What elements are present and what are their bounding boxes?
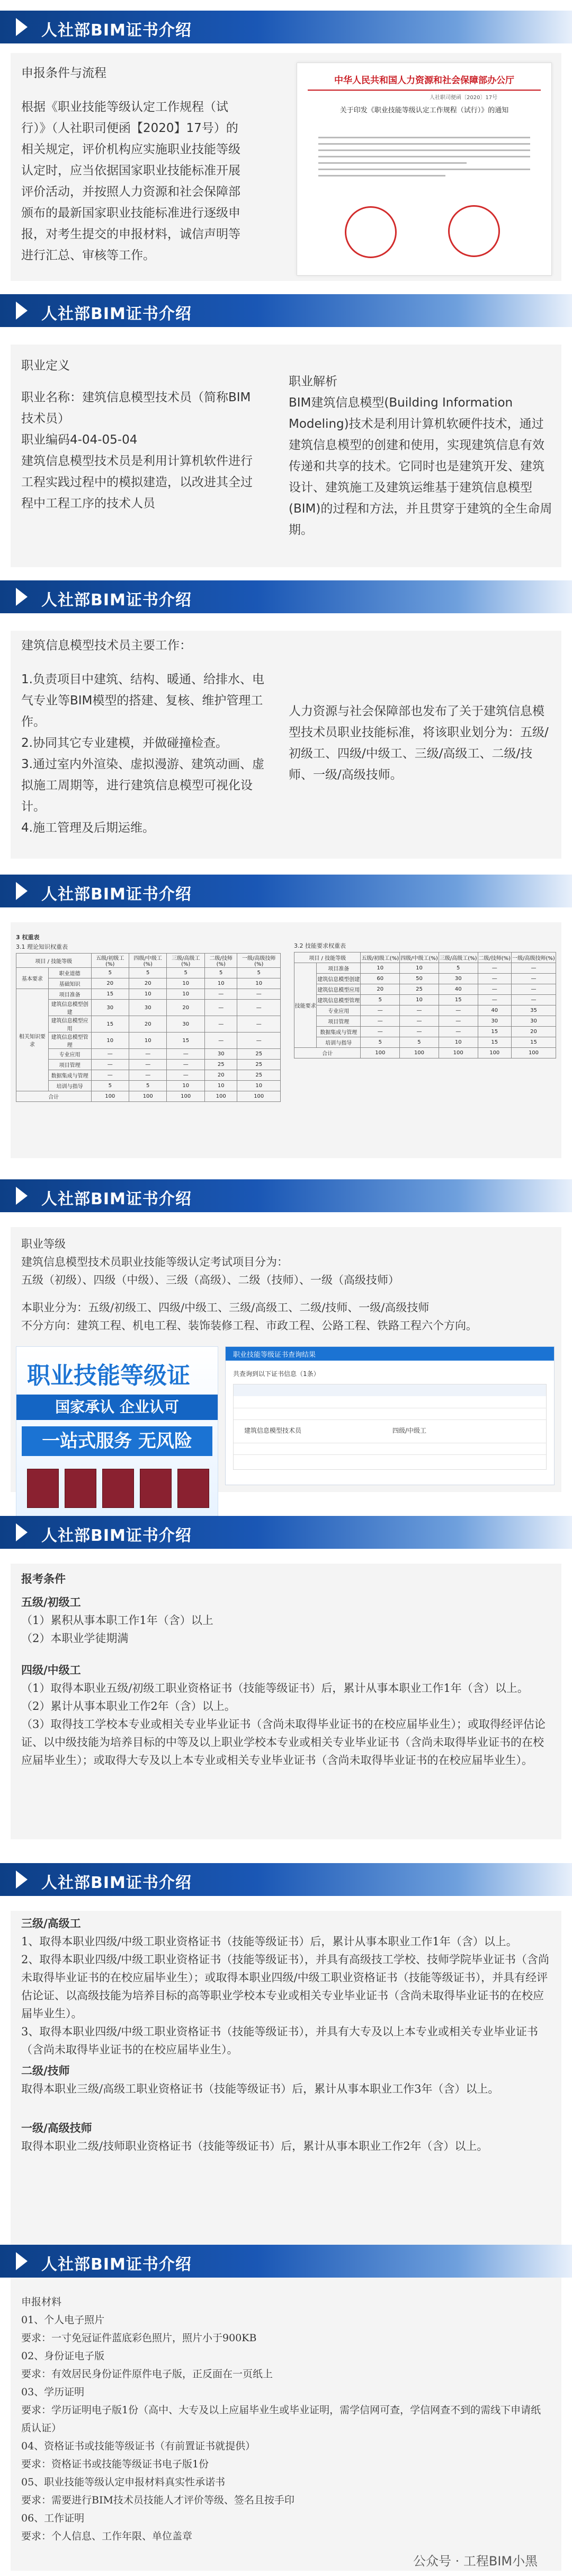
notice-document-image <box>297 63 552 276</box>
t1-h-item: 项目 / 技能等级 <box>16 954 92 968</box>
query-result-screenshot <box>225 1346 555 1485</box>
section-banner-8 <box>0 2245 572 2278</box>
sec2-left-name: 职业名称：建筑信息模型技术员（简称BIM技术员） <box>21 391 251 426</box>
banner-title: 人社部BIM证书介绍 <box>41 1874 192 1892</box>
sec3-item-2: 2.协同其它专业建模，并做碰撞检查。 <box>21 736 228 750</box>
cert-cover-5 <box>177 1469 209 1508</box>
table-row: 技能要求 项目准备 10 10 5 — — <box>294 963 556 974</box>
section-banner-1 <box>0 11 572 43</box>
table1 <box>16 953 281 1102</box>
watermark: 公众号 · 工程BIM小黑 <box>413 2554 538 2569</box>
sec6-l4-item-1: （1）取得本职业五级/初级工职业资格证书（技能等级证书）后，累计从事本职业工作1年（含）以上。 <box>21 1682 529 1695</box>
table2 <box>294 952 556 1058</box>
triangle-icon <box>16 1523 28 1541</box>
banner-title: 人社部BIM证书介绍 <box>41 1190 192 1208</box>
table-row: 数据集成与管理 — — — 15 20 <box>294 1027 556 1037</box>
sec8-item-2: 要求：一寸免冠证件蓝底彩色照片，照片小于900KB <box>21 2332 257 2344</box>
table-row: 相关知识要求 项目准备 15 10 10 — — <box>16 989 281 1000</box>
sec8-item-12: 要求：个人信息、工作年限、单位盖章 <box>21 2530 193 2542</box>
sec7-l2: 二级/技师 <box>21 2064 70 2077</box>
table-row: 专业应用 — — — 40 35 <box>294 1005 556 1016</box>
t1-h-l4: 四级/中级工(%) <box>129 954 167 968</box>
sec3-item-3: 3.通过室内外渲染、虚拟漫游、建筑动画、虚拟施工周期等，进行建筑信息模型可视化设计。 <box>21 757 264 814</box>
table-row: 建筑信息模型创建 60 50 30 — — <box>294 974 556 984</box>
table-row: 基础知识 20 20 10 10 10 <box>16 978 281 989</box>
sec5-title: 职业等级 <box>21 1238 66 1250</box>
sec8-item-4: 要求：有效居民身份证件原件电子版，正反面在一页纸上 <box>21 2368 273 2380</box>
banner-title: 人社部BIM证书介绍 <box>41 2255 192 2274</box>
table-row: 基本要求 职业道德 5 5 5 5 5 <box>16 968 281 978</box>
table2-sub: 3.2 技能要求权重表 <box>294 942 346 949</box>
section-banner-4 <box>0 875 572 907</box>
sec2-left <box>21 355 254 514</box>
sec6-l5: 五级/初级工 <box>21 1595 81 1609</box>
sec7-l2-item-1: 取得本职业三级/高级工职业资格证书（技能等级证书）后，累计从事本职业工作3年（含）以上。 <box>21 2083 499 2095</box>
section-banner-7 <box>0 1863 572 1896</box>
table-row: 建筑信息模型管理 5 10 15 — — <box>294 995 556 1005</box>
sec7-l1: 一级/高级技师 <box>21 2121 92 2134</box>
sec8-title: 申报材料 <box>21 2296 62 2308</box>
sec6-l4: 四级/中级工 <box>21 1663 81 1677</box>
sec7-l3: 三级/高级工 <box>21 1917 81 1930</box>
sec8-item-8: 要求：资格证书或技能等级证书电子版1份 <box>21 2458 209 2470</box>
section-banner-5 <box>0 1179 572 1212</box>
t1-h-l2: 二级/技师(%) <box>204 954 237 968</box>
banner-title: 人社部BIM证书介绍 <box>41 885 192 904</box>
cert-cover-1 <box>27 1469 59 1508</box>
table-row: 建筑信息模型管理 10 10 15 — — <box>16 1033 281 1049</box>
ad-title: 职业技能等级证 <box>27 1362 190 1389</box>
query-name: 建筑信息模型技术员 <box>244 1427 302 1434</box>
section-banner-2 <box>0 294 572 327</box>
sec8-item-3: 02、身份证电子版 <box>21 2350 105 2362</box>
sec3-title: 建筑信息模型技术员主要工作： <box>21 639 192 652</box>
sec8-item-9: 05、职业技能等级认定申报材料真实性承诺书 <box>21 2476 226 2488</box>
sec7-l1-item-1: 取得本职业二级/技师职业资格证书（技能等级证书）后，累计从事本职业工作2年（含）以上。 <box>21 2140 488 2152</box>
sec5-line1: 建筑信息模型技术员职业技能等级认定考试项目分为： <box>21 1256 288 1268</box>
sec1-para: 根据《职业技能等级认定工作规程（试行）》（人社职司便函【2020】17号）的相关规定，评价机构应实施职业技能等级认定时，应当依据国家职业技能标准开展评价活动，并按照人力资源和社会保障部颁布的最新国家职业技能标准进行逐级申报，对考生提交的申报材料，诚信声明等进行汇总、审核等工作。 <box>21 100 240 262</box>
sec7-l3-item-1: 1、取得本职业四级/中级工职业资格证书（技能等级证书）后，累计从事本职业工作1年（含）以上。 <box>21 1935 517 1948</box>
t1-h-l3: 三级/高级工(%) <box>167 954 204 968</box>
banner-title: 人社部BIM证书介绍 <box>41 591 192 610</box>
triangle-icon <box>16 1871 28 1889</box>
sec8-item-7: 04、资格证书或技能等级证书（有前置证书就提供） <box>21 2440 256 2452</box>
t2-h-l5: 五级/初级工(%) <box>361 952 400 963</box>
sec7-text <box>21 1915 551 2155</box>
sec6-l5-item-1: （1）累积从事本职工作1年（含）以上 <box>21 1614 213 1627</box>
triangle-icon <box>16 2252 28 2270</box>
table-row-total: 合计 100 100 100 100 100 <box>16 1091 281 1102</box>
sec6-text <box>21 1570 551 1769</box>
t1-h-l5: 五级/初级工(%) <box>91 954 129 968</box>
sec2-left-code: 职业编码4-04-05-04 <box>21 433 138 447</box>
t1-h-l1: 一级/高级技师(%) <box>237 954 281 968</box>
sec2-right-text: BIM建筑信息模型(Building Information Modeling)技术是利用计算机软硬件技术，通过建筑信息模型的创建和使用，实现建筑信息有效传递和共享的技术。它同时也是建筑开发、建筑设计、建筑施工及建筑运维基于建筑信息模型(BIM)的过程和方法，并且贯穿于建筑的全生命周期。 <box>289 396 552 537</box>
table-row: 培训与指导 5 5 10 10 10 <box>16 1081 281 1091</box>
query-title: 职业技能等级证书查询结果 <box>233 1351 316 1359</box>
doc-body-lines <box>318 132 530 181</box>
triangle-icon <box>16 882 28 900</box>
sec8-item-1: 01、个人电子照片 <box>21 2314 105 2326</box>
doc-header: 中华人民共和国人力资源和社会保障部办公厅 <box>334 75 514 86</box>
t2-h-l2: 二级/技师(%) <box>478 952 511 963</box>
sec7-l3-item-3: 3、取得本职业四级/中级工职业资格证书（技能等级证书），并具有大专及以上本专业或相关专业毕业证书（含尚未取得毕业证书的在校应届毕业生）。 <box>21 2025 538 2056</box>
sec3-right-text: 人力资源与社会保障部也发布了关于建筑信息模型技术员职业技能标准，将该职业划分为：五级/初级工、四级/中级工、三级/高级工、二级/技师、一级/高级技师。 <box>289 704 549 782</box>
cert-cover-4 <box>140 1469 172 1508</box>
table-row: 建筑信息模型创建 30 30 20 — — <box>16 1000 281 1016</box>
query-table <box>233 1384 547 1470</box>
sec6-l4-item-2: （2）累计从事本职业工作2年（含）以上。 <box>21 1700 236 1713</box>
seal-stamp-right <box>448 205 500 257</box>
sec3-right <box>289 701 553 786</box>
query-level: 四级/中级工 <box>392 1427 427 1434</box>
triangle-icon <box>16 302 28 320</box>
sec2-right <box>289 371 553 541</box>
sec1-text <box>21 63 249 266</box>
sec8-item-5: 03、学历证明 <box>21 2386 85 2398</box>
query-sub: 共查询到以下证书信息（1条） <box>233 1370 320 1378</box>
sec2-right-title: 职业解析 <box>289 375 337 389</box>
table-row: 项目管理 — — — 30 30 <box>294 1016 556 1027</box>
banner-title: 人社部BIM证书介绍 <box>41 21 192 40</box>
sec8-item-6: 要求：学历证明电子版1份（高中、大专及以上应届毕业生或毕业证明，需学信网可查，学信网查不到的需线下申请纸质认证） <box>21 2404 541 2434</box>
table-row: 项目管理 — — — 25 25 <box>16 1060 281 1070</box>
certificate-ad-image <box>16 1346 218 1517</box>
sec5-line4: 不分方向：建筑工程、机电工程、装饰装修工程、市政工程、公路工程、铁路工程六个方向。 <box>21 1319 477 1332</box>
table1-sub: 3.1 理论知识权重表 <box>16 943 68 950</box>
table-row: 建筑信息模型应用 20 25 40 — — <box>294 984 556 995</box>
sec3-item-1: 1.负责项目中建筑、结构、暖通、给排水、电气专业等BIM模型的搭建、复核、维护管理工作。 <box>21 673 264 729</box>
doc-title: 关于印发《职业技能等级认定工作规程（试行）》的通知 <box>339 107 509 114</box>
section-banner-6 <box>0 1516 572 1549</box>
doc-red-rule <box>308 90 541 91</box>
table-row: 数据集成与管理 — — — 20 25 <box>16 1070 281 1081</box>
cert-cover-3 <box>102 1469 134 1508</box>
table1-caption: 3 权重表 <box>16 934 40 941</box>
triangle-icon <box>16 1187 28 1205</box>
table-row: 建筑信息模型应用 15 20 30 — — <box>16 1016 281 1033</box>
doc-number: 人社职司便函〔2020〕17号 <box>430 95 498 101</box>
t2-h-item: 项目 / 技能等级 <box>294 952 361 963</box>
table-row: 专业应用 — — — 30 25 <box>16 1049 281 1060</box>
sec8-text <box>21 2293 551 2545</box>
t2-h-l3: 三级/高级工(%) <box>439 952 478 963</box>
sec8-item-11: 06、工作证明 <box>21 2512 85 2524</box>
sec3-item-4: 4.施工管理及后期运维。 <box>21 821 155 835</box>
sec2-left-title: 职业定义 <box>21 359 70 373</box>
sec5-text <box>21 1235 556 1335</box>
sec5-line2: 五级（初级）、四级（中级）、三级（高级）、二级（技师）、一级（高级技师） <box>21 1274 399 1286</box>
cert-cover-2 <box>65 1469 96 1508</box>
sec2-left-def: 建筑信息模型技术员是利用计算机软件进行工程实践过程中的模拟建造，以改进其全过程中工程工序的技术人员 <box>21 454 253 510</box>
sec6-l5-item-2: （2）本职业学徒期满 <box>21 1632 129 1645</box>
sec6-l4-item-3: （3）取得技工学校本专业或相关专业毕业证书（含尚未取得毕业证书的在校应届毕业生）；或取得经评估论证、以中级技能为培养目标的中等及以上职业学校本专业或相关专业毕业证书（含尚未取得毕业证书的在校应届毕业生）；或取得大专及以上本专业或相关专业毕业证书（含尚未取得毕业证书的在校应届毕业生）。 <box>21 1718 546 1767</box>
ad-banner-2: 一站式服务 无风险 <box>22 1426 212 1456</box>
triangle-icon <box>16 18 28 36</box>
sec3-left <box>21 635 270 839</box>
triangle-icon <box>16 588 28 606</box>
banner-title: 人社部BIM证书介绍 <box>41 1527 192 1545</box>
seal-stamp-left <box>345 206 397 258</box>
sec8-item-10: 要求：需要进行BIM技术员技能人才评价等级、签名且按手印 <box>21 2494 294 2506</box>
sec1-heading: 申报条件与流程 <box>21 66 106 80</box>
t2-h-l1: 一级/高级技师(%) <box>511 952 556 963</box>
weight-table-skill <box>294 933 556 1058</box>
table-row-total: 合计 100 100 100 100 100 <box>294 1048 556 1058</box>
ad-banner-1: 国家承认 企业认可 <box>16 1395 218 1420</box>
sec5-line3: 本职业分为：五级/初级工、四级/中级工、三级/高级工、二级/技师、一级/高级技师 <box>21 1301 430 1314</box>
sec7-l3-item-2: 2、取得本职业四级/中级工职业资格证书（技能等级证书），并具有高级技工学校、技师学院毕业证书（含尚未取得毕业证书的在校应届毕业生）；或取得本职业四级/中级工职业资格证书（技能等级证书），并具有经评估论证、以高级技能为培养目标的高等职业学校本专业或相关专业毕业证书（含尚未取得毕业证书的在校应届毕业生）。 <box>21 1953 549 2020</box>
t2-h-l4: 四级/中级工(%) <box>400 952 439 963</box>
section-banner-3 <box>0 580 572 613</box>
weight-table-theory <box>16 933 281 1102</box>
banner-title: 人社部BIM证书介绍 <box>41 305 192 323</box>
sec6-title: 报考条件 <box>21 1572 66 1585</box>
table-row: 培训与指导 5 5 10 15 15 <box>294 1037 556 1048</box>
